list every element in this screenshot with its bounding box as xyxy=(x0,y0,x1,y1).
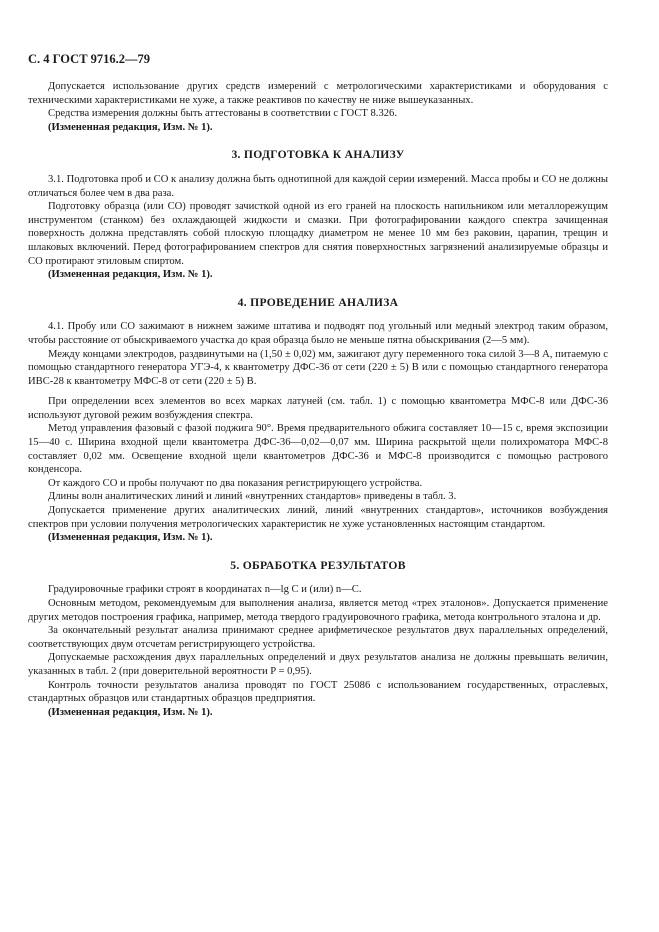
section-5-edit-note: (Измененная редакция, Изм. № 1). xyxy=(48,706,213,718)
section-5-paragraph-1: Градуировочные графики строят в координатах n—lg C и (или) n—C. xyxy=(48,584,362,596)
section-5-paragraph-3: За окончательный результат анализа принимают среднее арифметическое результатов двух параллельных определений, соответствующих двум отсчетам регистрирующего устройства. xyxy=(28,625,608,650)
section-5-paragraph-5: Контроль точности результатов анализа проводят по ГОСТ 25086 с использованием государственных, отраслевых, стандартных образцов или стандартных образцов предприятия. xyxy=(28,679,608,705)
section-3-paragraph-2: Подготовку образца (или СО) проводят зачисткой одной из его граней на плоскость напильником или металлорежущим инструментом (станком) без охлаждающей жидкости и смазки. При фотографировании каждого спектра зачищенная поверхность должна представлять собой плоскую площадку диаметром не менее 10 мм без раковин, царапин, трещин и шлаковых включений. Перед фотографированием спектров для снятия поверхностных загрязнений анализируемые образцы и СО протирают этиловым спиртом. xyxy=(28,201,608,267)
section-4-paragraph-3: При определении всех элементов во всех марках латуней (см. табл. 1) с помощью квантометра МФС-8 или ДФС-36 используют дуговой режим возбуждения спектра. xyxy=(28,396,608,421)
section-3-paragraph-1: 3.1. Подготовка проб и СО к анализу должна быть однотипной для каждой серии измерений. Масса пробы и СО не должны отличаться более чем в два раза. xyxy=(28,173,608,199)
intro-edit-note: (Измененная редакция, Изм. № 1). xyxy=(48,121,213,133)
document-body xyxy=(28,80,608,719)
section-4-paragraph-2: Между концами электродов, раздвинутыми на (1,50 ± 0,02) мм, зажигают дугу переменного тока силой 3—8 А, питаемую с помощью стандартного генератора УГЭ-4, к квантометру ДФС-36 от сети (220 ± 5) В или с помощью стандартного генератора ИВС-28 к квантометру МФС-8 от сети (220 ± 5) В. xyxy=(28,348,608,387)
section-4-paragraph-5: От каждого СО и пробы получают по два показания регистрирующего устройства. xyxy=(48,477,423,489)
section-4-paragraph-6: Длины волн аналитических линий и линий «внутренних стандартов» приведены в табл. 3. xyxy=(48,491,457,503)
section-3-edit-note: (Измененная редакция, Изм. № 1). xyxy=(48,269,213,281)
section-4-paragraph-4: Метод управления фазовый с фазой поджига 90°. Время предварительного обжига составляет 10—15 с, время экспозиции 15—40 с. Ширина входной щели квантометра ДФС-36—0,02—0,07 мм. Ширина раскрытой щели полихроматора МФС-8 составляет 0,02 мм. Освещение входной щели квантометров ДФС-36 и МФС-8 производится с помощью растрового конденсора. xyxy=(28,423,608,476)
intro-paragraph-1: Допускается использование других средств измерений с метрологическими характеристиками и оборудования с техническими характеристиками не хуже, а также реактивов по качеству не ниже вышеуказанных. xyxy=(28,81,608,106)
section-5-paragraph-4: Допускаемые расхождения двух параллельных определений и двух результатов анализа не должны превышать величин, указанных в табл. 2 (при доверительной вероятности P = 0,95). xyxy=(28,652,608,677)
section-4-edit-note: (Измененная редакция, Изм. № 1). xyxy=(48,532,213,544)
section-3-heading: 3. ПОДГОТОВКА К АНАЛИЗУ xyxy=(231,148,405,162)
section-4-paragraph-1: 4.1. Пробу или СО зажимают в нижнем зажиме штатива и подводят под угольный или медный электрод таким образом, чтобы расстояние от обыскриваемого участка до края образца было не меньше пятна обыскривания (2—5 мм). xyxy=(28,321,608,346)
section-4-paragraph-7: Допускается применение других аналитических линий, линий «внутренних стандартов», источников возбуждения спектров при условии получения метрологических характеристик не хуже установленных настоящим стандартом. xyxy=(28,505,608,530)
section-5-heading: 5. ОБРАБОТКА РЕЗУЛЬТАТОВ xyxy=(230,558,406,572)
page-header: С. 4 ГОСТ 9716.2—79 xyxy=(28,52,151,66)
section-5-paragraph-2: Основным методом, рекомендуемым для выполнения анализа, является метод «трех эталонов». Допускается применение других методов построения графика, например, метода твердого градуировочного графика, метода контрольного эталона и др. xyxy=(28,598,608,623)
section-4-heading: 4. ПРОВЕДЕНИЕ АНАЛИЗА xyxy=(237,295,399,309)
intro-paragraph-2: Средства измерения должны быть аттестованы в соответствии с ГОСТ 8.326. xyxy=(48,108,397,120)
